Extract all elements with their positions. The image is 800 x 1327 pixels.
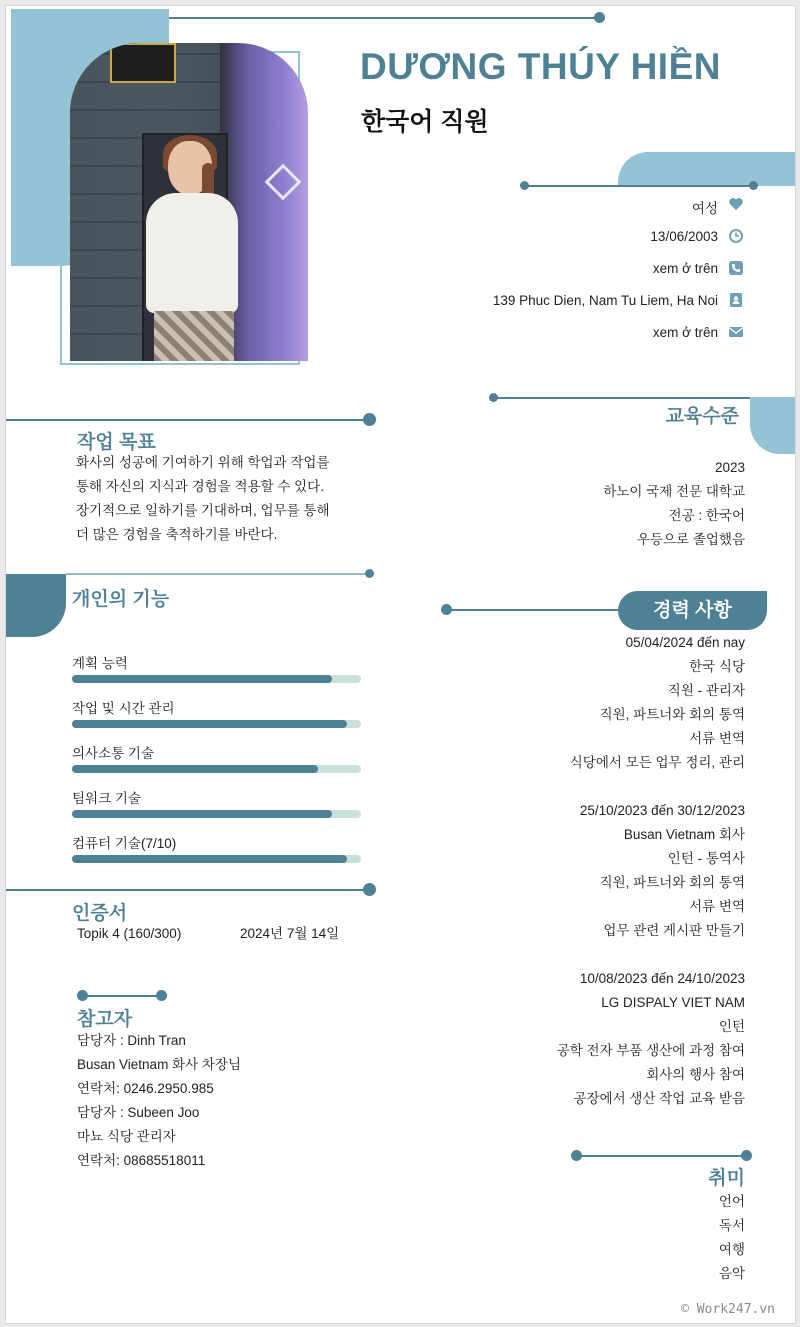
job-company: Busan Vietnam 회사 [623, 827, 745, 842]
experience-job-3 [557, 967, 745, 1111]
info-divider-dot-left [520, 181, 529, 190]
envelope-icon [728, 324, 744, 340]
skills-title: 개인의 기능 [72, 589, 170, 610]
education-year: 2023 [714, 460, 745, 475]
clock-icon [728, 228, 744, 244]
contact-card-icon [728, 292, 744, 308]
skill-bar [72, 855, 361, 863]
top-divider-line [169, 17, 599, 19]
hobby-item: 음악 [718, 1266, 745, 1281]
experience-divider-dot [441, 604, 452, 615]
job-duty: 직원, 파트너와 회의 통역 [599, 707, 745, 722]
job-duty: 서류 변역 [689, 731, 745, 746]
info-divider-dot-right [749, 181, 758, 190]
hobby-item: 언어 [718, 1194, 745, 1209]
certificate-name: Topik 4 (160/300) [77, 926, 182, 941]
job-duty: 공학 전자 부품 생산에 과정 참여 [556, 1043, 745, 1058]
education-tab [750, 397, 795, 454]
objective-title: 작업 목표 [77, 432, 156, 453]
skill-label: 컴퓨터 기술(7/10) [72, 836, 177, 851]
job-company: LG DISPALY VIET NAM [601, 995, 745, 1010]
references-text [77, 1029, 241, 1173]
references-divider-dot-right [156, 990, 167, 1001]
skills-tab [6, 574, 66, 637]
skill-bar-fill [72, 855, 347, 863]
info-divider-line [524, 185, 754, 187]
info-gender: 여성 [691, 201, 718, 216]
job-duty: 직원, 파트너와 회의 통역 [599, 875, 745, 890]
references-divider-line [82, 995, 162, 997]
education-major: 전공 : 한국어 [668, 508, 745, 523]
references-divider-dot-left [77, 990, 88, 1001]
info-birthdate: 13/06/2003 [650, 229, 718, 244]
objective-line: 통해 자신의 지식과 경험을 적용할 수 있다. [76, 479, 324, 494]
reference-line: 마뇨 식당 관리자 [77, 1129, 176, 1144]
reference-line: 연락처: 08685518011 [77, 1153, 206, 1168]
experience-job-2 [580, 799, 745, 943]
heart-icon [728, 196, 744, 212]
education-divider-line [494, 397, 750, 399]
job-role: 인턴 [718, 1019, 745, 1034]
job-date: 10/08/2023 đến 24/10/2023 [579, 971, 745, 986]
skill-bar-fill [72, 810, 332, 818]
skill-label: 계획 능력 [72, 656, 128, 671]
resume-page [5, 5, 796, 1324]
job-duty: 업무 관련 게시판 만들기 [603, 923, 745, 938]
education-divider-dot [489, 393, 498, 402]
certificates-title: 인증서 [72, 903, 128, 924]
objective-text [76, 451, 366, 547]
job-date: 05/04/2024 đến nay [625, 635, 745, 650]
skill-label: 작업 및 시간 관리 [72, 701, 175, 716]
skill-bar [72, 675, 361, 683]
top-divider-dot [594, 12, 605, 23]
info-header-tab [618, 152, 795, 186]
job-role: 인턴 - 통역사 [667, 851, 745, 866]
education-title: 교육수준 [665, 406, 739, 427]
job-duty: 공장에서 생산 작업 교육 받음 [573, 1091, 745, 1106]
education-school: 하노이 국제 전문 대학교 [603, 484, 745, 499]
certificate-date: 2024년 7월 14일 [240, 926, 340, 941]
reference-line: Busan Vietnam 화사 차장님 [77, 1057, 242, 1072]
watermark: © Work247.vn [681, 1302, 775, 1317]
experience-title: 경력 사항 [618, 591, 767, 630]
certificates-divider-line [6, 889, 368, 891]
profile-photo [70, 43, 308, 361]
hobbies-divider-dot-left [571, 1150, 582, 1161]
reference-line: 담당자 : Dinh Tran [77, 1033, 186, 1048]
info-phone: xem ở trên [652, 261, 718, 276]
education-text [603, 456, 745, 552]
reference-line: 연락처: 0246.2950.985 [77, 1081, 214, 1096]
objective-divider-dot [363, 413, 376, 426]
skills-divider-line [66, 573, 368, 575]
objective-divider-line [6, 419, 368, 421]
objective-line: 화사의 성공에 기여하기 위해 학업과 작업를 [76, 455, 330, 470]
skill-bar [72, 720, 361, 728]
certificates-divider-dot [363, 883, 376, 896]
hobbies-divider-line [576, 1155, 746, 1157]
skill-label: 팀워크 기술 [72, 791, 141, 806]
job-company: 한국 식당 [689, 659, 745, 674]
skill-label: 의사소통 기술 [72, 746, 154, 761]
objective-line: 더 많은 경험을 축적하기를 바란다. [76, 527, 278, 542]
objective-line: 장기적으로 일하기를 기대하며, 업무를 통해 [76, 503, 330, 518]
candidate-name: DƯƠNG THÚY HIỀN [360, 46, 721, 87]
info-email: xem ở trên [652, 325, 718, 340]
hobbies-divider-dot-right [741, 1150, 752, 1161]
skills-divider-dot [365, 569, 374, 578]
skill-bar [72, 810, 361, 818]
job-role: 직원 - 관리자 [667, 683, 745, 698]
education-honor: 우등으로 졸업했음 [636, 532, 745, 547]
info-address: 139 Phuc Dien, Nam Tu Liem, Ha Noi [492, 293, 718, 308]
skill-bar-fill [72, 675, 332, 683]
skill-bar-fill [72, 765, 318, 773]
hobbies-title: 취미 [708, 1168, 745, 1189]
hobby-item: 여행 [718, 1242, 745, 1257]
job-duty: 식당에서 모든 업무 정리, 관리 [569, 755, 745, 770]
hobbies-list [719, 1190, 745, 1286]
references-title: 참고자 [77, 1009, 133, 1030]
skill-bar [72, 765, 361, 773]
phone-icon [728, 260, 744, 276]
job-date: 25/10/2023 đến 30/12/2023 [579, 803, 745, 818]
reference-line: 담당자 : Subeen Joo [77, 1105, 200, 1120]
hobby-item: 독서 [718, 1218, 745, 1233]
experience-job-1 [570, 631, 745, 775]
skill-bar-fill [72, 720, 347, 728]
job-title: 한국어 직원 [361, 108, 489, 136]
job-duty: 회사의 행사 참여 [646, 1067, 745, 1082]
job-duty: 서류 변역 [689, 899, 745, 914]
experience-divider-line [446, 609, 626, 611]
